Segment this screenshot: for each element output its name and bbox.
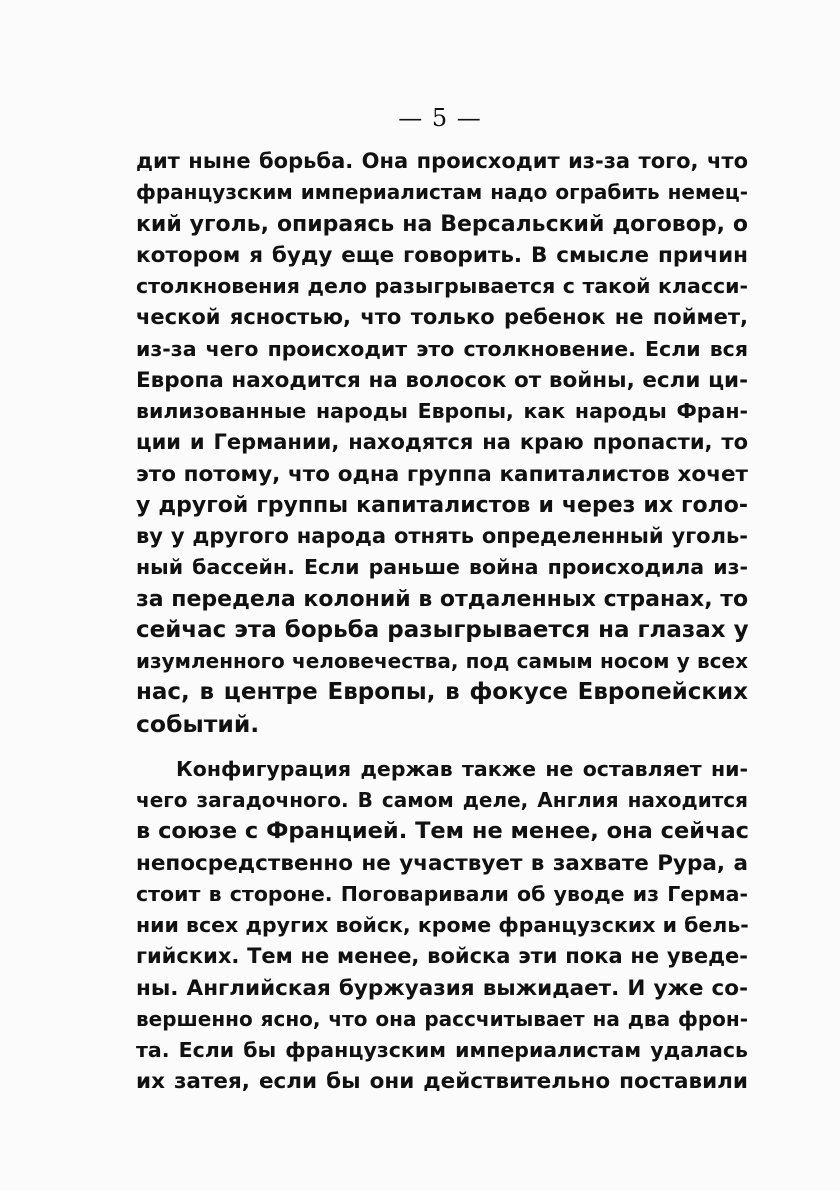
text-line: в союзе с Францией. Тем не менее, она сейчас xyxy=(136,818,749,845)
paragraph-1 xyxy=(136,146,748,740)
text-line: их затея, если бы они действительно поставили xyxy=(136,1069,748,1095)
text-line: вилизованные народы Европы, как народы Фран- xyxy=(136,399,748,423)
text-line: за передела колоний в отдаленных странах, то xyxy=(136,586,749,612)
text-line: чего загадочного. В самом деле, Англия находится xyxy=(136,788,748,812)
text-line: ву у другого народа отнять определенный уголь- xyxy=(136,524,748,548)
text-line: стоит в стороне. Поговаривали об уводе из Герма- xyxy=(136,881,748,906)
page-number: — 5 — xyxy=(398,104,482,132)
text-line: из-за чего происходит это столкновение. Если вся xyxy=(136,336,748,361)
body-text xyxy=(136,146,748,1098)
text-line: дит ныне борьба. Она происходит из-за того, что xyxy=(136,149,748,173)
text-line: нии всех других войск, кроме французских и бель- xyxy=(136,913,749,937)
text-line: кий уголь, опираясь на Версальский договор, о xyxy=(136,211,748,237)
text-line: непосредственно не участвует в захвате Рура, а xyxy=(136,850,748,876)
paragraph-gap xyxy=(136,740,748,754)
text-line: Европа находится на волосок от войны, если ци- xyxy=(136,367,748,393)
text-line: та. Если бы французским империалистам удалась xyxy=(136,1038,748,1062)
text-line: нас, в центре Европы, в фокусе Европейских xyxy=(136,679,748,706)
text-line: у другой группы капиталистов и через их голо- xyxy=(136,492,748,518)
paragraph-2 xyxy=(136,754,748,1098)
text-line: ции и Германии, находятся на краю пропасти, то xyxy=(136,430,748,455)
text-line: ческой ясностью, что только ребенок не поймет, xyxy=(136,305,748,330)
text-line: ны. Английская буржуазия выжидает. И уже со- xyxy=(136,975,748,1001)
text-line: сейчас эта борьба разыгрывается на глазах у xyxy=(136,616,749,643)
text-line: ный бассейн. Если раньше война происходила из- xyxy=(136,555,748,580)
text-line: Конфигурация держав также не оставляет ни- xyxy=(176,756,748,781)
text-line: гийских. Тем не менее, войска эти пока не уведе- xyxy=(136,944,748,969)
text-line: французским империалистам надо ограбить немец- xyxy=(136,180,748,205)
text-line: это потому, что одна группа капиталистов хочет xyxy=(136,461,748,487)
text-line: событий. xyxy=(136,709,260,738)
text-line: вершенно ясно, что она рассчитывает на два фрон- xyxy=(136,1006,748,1031)
text-line: изумленного человечества, под самым носом у всех xyxy=(136,649,748,673)
text-line: столкновения дело разыгрывается с такой класси- xyxy=(136,274,748,298)
text-line: котором я буду еще говорить. В смысле причин xyxy=(136,242,748,268)
